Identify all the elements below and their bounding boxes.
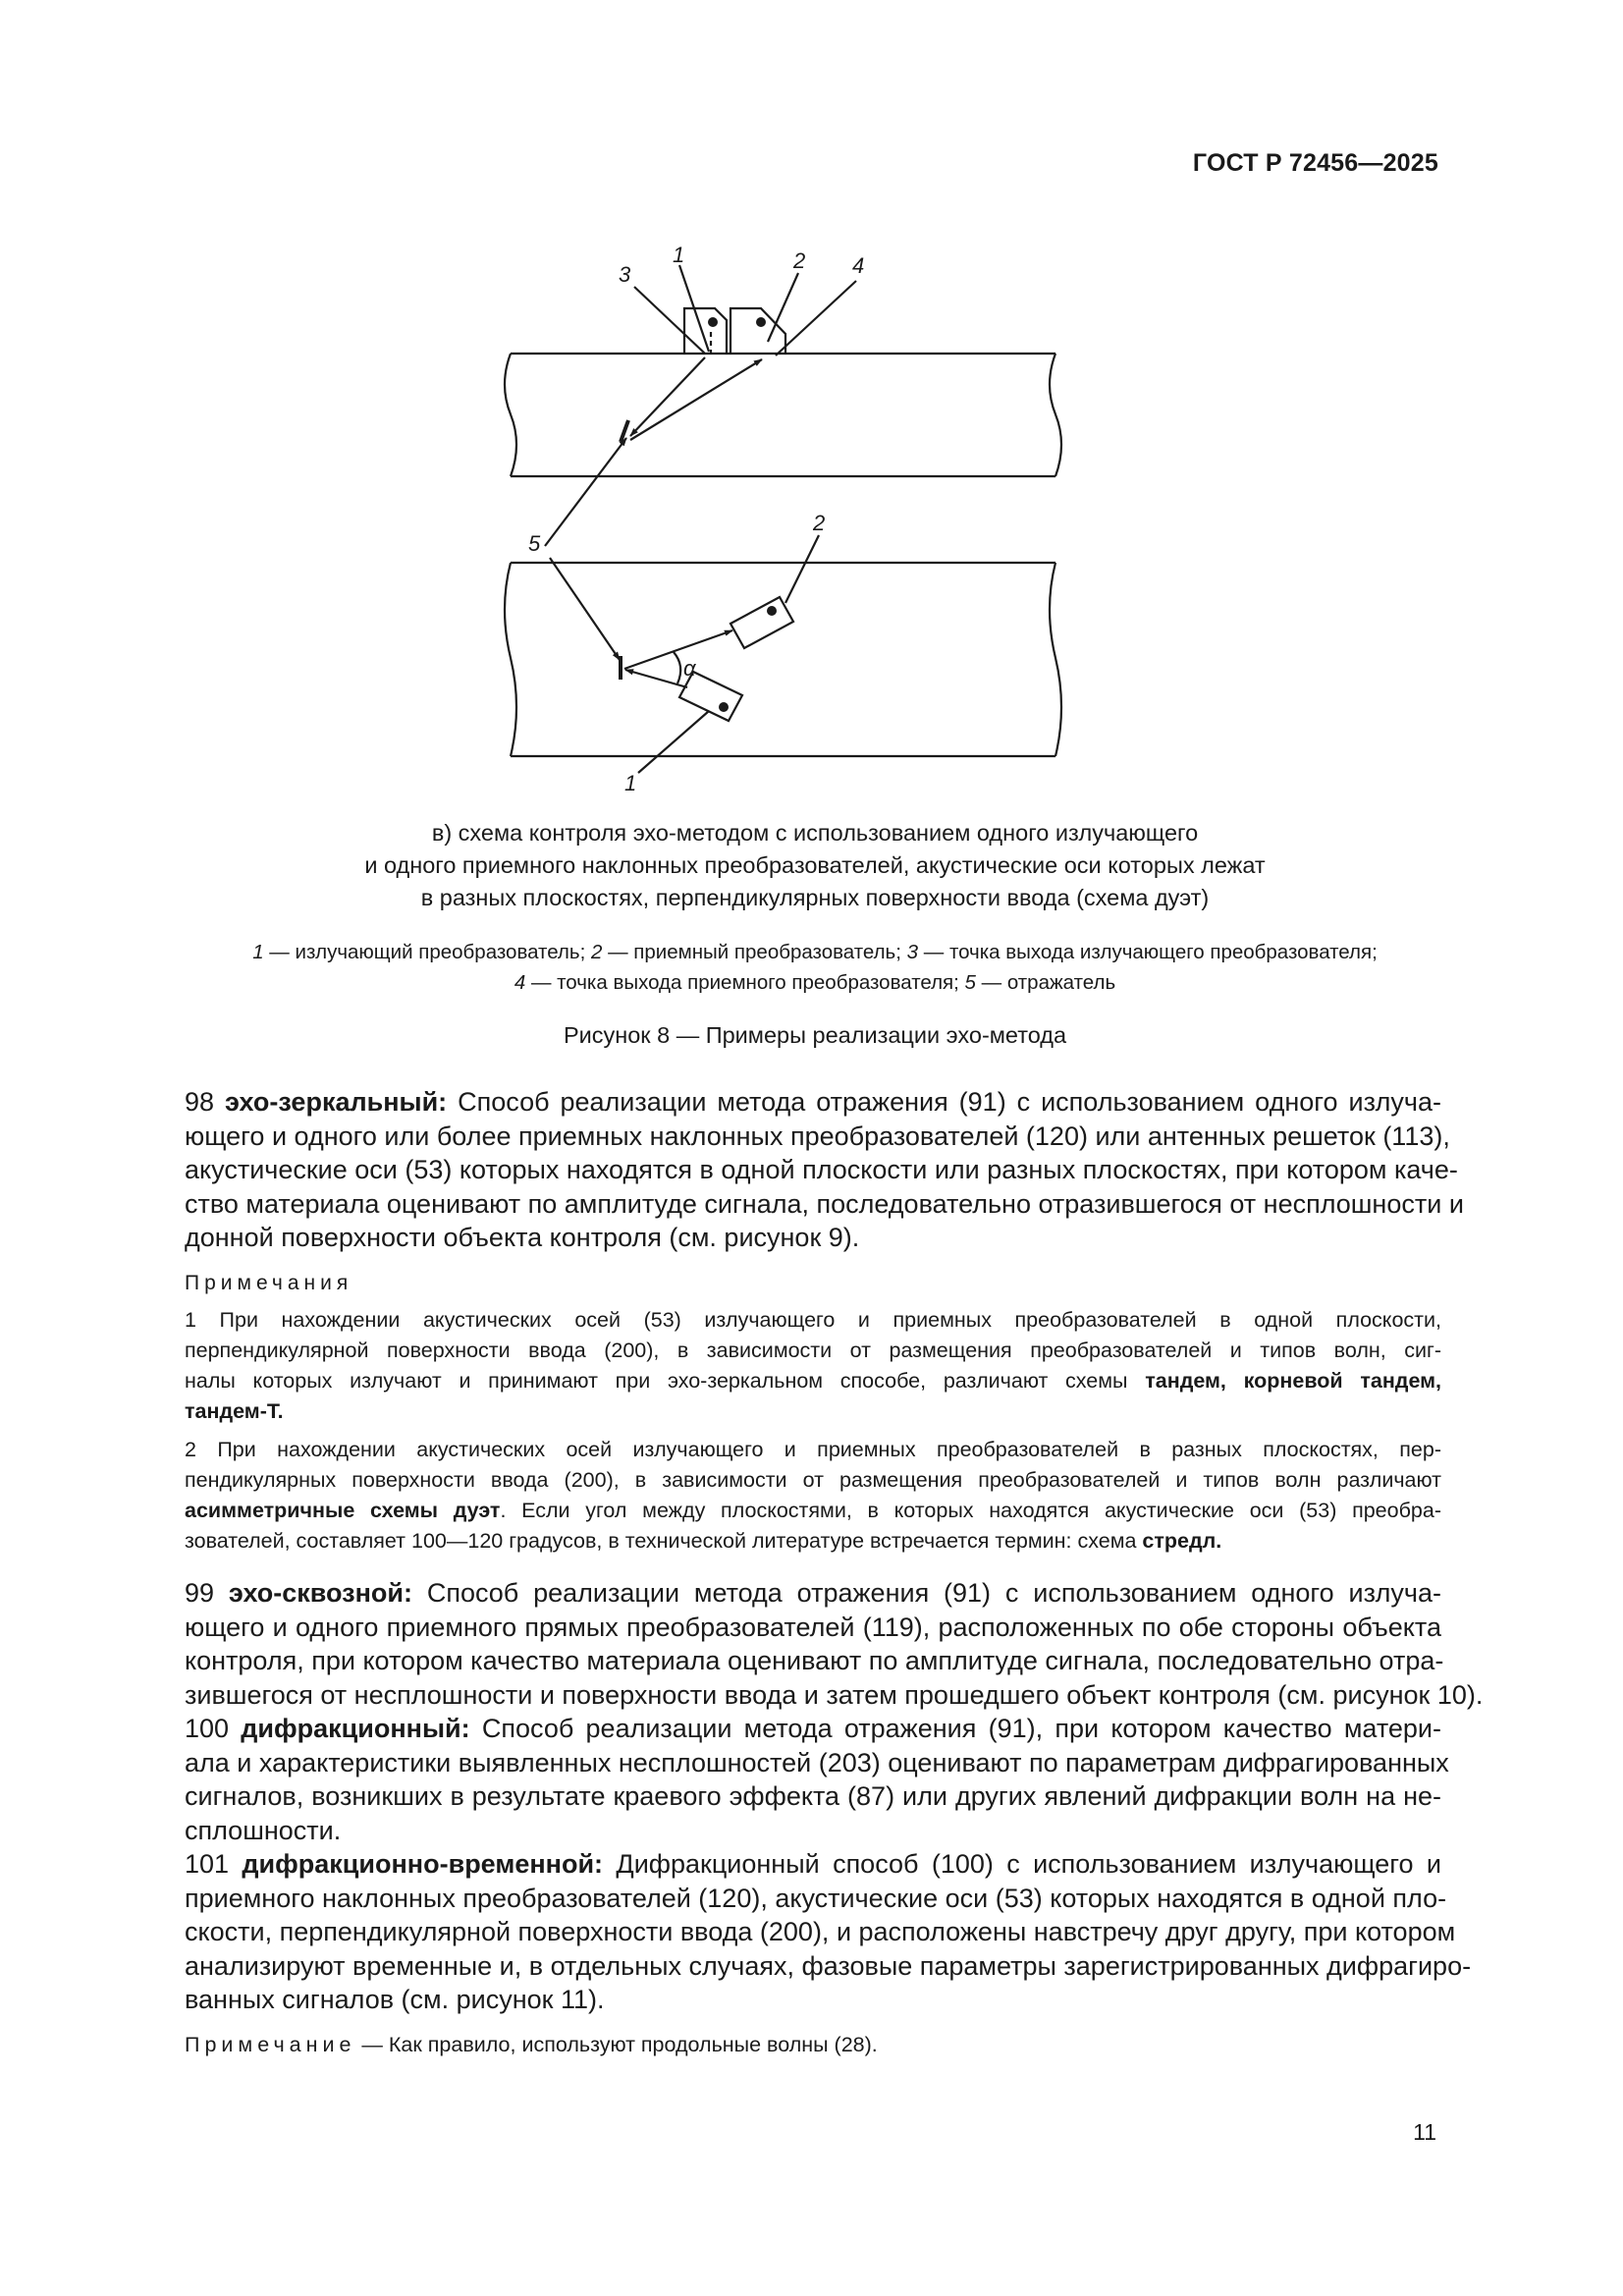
final-note-heading: Примечание xyxy=(185,2033,356,2056)
dot-transducer-1-bottom xyxy=(719,702,729,712)
note-bold: асимметричные схемы дуэт xyxy=(185,1499,501,1522)
note-line xyxy=(185,1496,1441,1526)
leader-3 xyxy=(634,287,705,354)
para-line: сплошности. xyxy=(185,1815,342,1845)
para-line: ющего и одного или более приемных наклонных преобразователей (120) или антенных решеток (113), xyxy=(185,1121,1450,1151)
legend-text: — излучающий преобразователь; xyxy=(263,941,591,963)
para-line: зившегося от несплошности и поверхности ввода и затем прошедшего объект контроля (см. рисунок 10). xyxy=(185,1679,1484,1710)
leader-5-bottom xyxy=(550,558,620,660)
para-line: акустические оси (53) которых находятся в одной плоскости или разных плоскостях, при котором каче- xyxy=(185,1155,1458,1185)
ray-1-top xyxy=(630,357,705,436)
note-line xyxy=(185,1366,1441,1396)
note-bold: стредл. xyxy=(1142,1529,1222,1553)
term-name: дифракционный: xyxy=(241,1714,470,1743)
document-id: ГОСТ Р 72456—2025 xyxy=(1192,149,1438,177)
legend-text: — точка выхода приемного преобразователя; xyxy=(525,971,965,994)
paragraph-98 xyxy=(185,1085,1464,1255)
term-number: 99 xyxy=(185,1578,229,1608)
figure-legend xyxy=(128,937,1502,998)
para-line xyxy=(185,1847,1441,1882)
final-note xyxy=(185,2030,1441,2060)
label-1-top: 1 xyxy=(673,243,685,267)
para-line xyxy=(185,1085,1441,1120)
leader-2-bottom xyxy=(785,535,819,603)
term-number: 98 xyxy=(185,1087,225,1117)
para-line: ство материала оценивают по амплитуде сигнала, последовательно отразившегося от несплошности и xyxy=(185,1188,1464,1219)
term-name: эхо-зеркальный: xyxy=(224,1087,448,1117)
label-2-bottom: 2 xyxy=(813,511,826,535)
paragraph-101 xyxy=(185,1847,1472,2017)
note-bold: тандем, корневой тандем, xyxy=(1145,1369,1442,1393)
note-1 xyxy=(185,1305,1441,1427)
subcaption-line: в) схема контроля эхо-методом с использованием одного излучающего xyxy=(431,820,1199,846)
top-plate-left-break xyxy=(505,354,516,476)
note-text: зователей, составляет 100—120 градусов, в технической литературе встречается термин: схема xyxy=(185,1529,1143,1553)
para-line xyxy=(185,1712,1441,1746)
para-line: ала и характеристики выявленных несплошностей (203) оценивают по параметрам дифрагированных xyxy=(185,1747,1449,1777)
notes-heading: Примечания xyxy=(185,1272,353,1294)
ray-2-top xyxy=(630,359,762,440)
transducer-2-top xyxy=(730,308,785,354)
para-text: Способ реализации метода отражения (91), при котором качество матери- xyxy=(469,1714,1441,1743)
bottom-plate-right-break xyxy=(1050,563,1061,756)
paragraph-100 xyxy=(185,1712,1449,1847)
label-2-top: 2 xyxy=(793,248,806,273)
para-line: скости, перпендикулярной поверхности ввода (200), и расположены навстречу друг другу, при котором xyxy=(185,1917,1456,1947)
angle-arc xyxy=(674,652,680,683)
legend-line xyxy=(128,937,1502,967)
leader-5-top xyxy=(545,438,626,546)
para-text: Дифракционный способ (100) с использованием излучающего и xyxy=(603,1849,1442,1879)
label-alpha: α xyxy=(683,656,696,681)
schematic-svg xyxy=(496,236,1075,805)
note-text: . Если угол между плоскостями, в которых находятся акустические оси (53) преобра- xyxy=(500,1499,1441,1522)
top-plate-right-break xyxy=(1050,354,1061,476)
note-bold: тандем-Т. xyxy=(185,1399,284,1423)
legend-text: — отражатель xyxy=(975,971,1116,994)
label-4: 4 xyxy=(852,253,865,278)
note-line xyxy=(185,1396,1441,1427)
para-line: сигналов, возникших в результате краевого эффекта (87) или других явлений дифракции волн на не- xyxy=(185,1781,1441,1812)
note-line: 2 При нахождении акустических осей излучающего и приемных преобразователей в разных плоскостях, пер- xyxy=(185,1438,1441,1461)
legend-text: — приемный преобразователь; xyxy=(602,941,907,963)
legend-num: 1 xyxy=(252,941,264,963)
leader-1-bottom xyxy=(638,711,709,773)
note-text: налы которых излучают и принимают при эхо-зеркальном способе, различают схемы xyxy=(185,1369,1146,1393)
ray-1-bottom xyxy=(625,670,687,687)
term-name: эхо-сквозной: xyxy=(228,1578,412,1608)
final-note-text: — Как правило, используют продольные волны (28). xyxy=(355,2033,878,2056)
page-number: 11 xyxy=(1413,2119,1436,2145)
label-3: 3 xyxy=(619,262,631,287)
leader-4 xyxy=(776,281,856,355)
legend-line xyxy=(128,967,1502,998)
para-text: Способ реализации метода отражения (91) с использованием одного излуча- xyxy=(412,1578,1441,1608)
legend-text: — точка выхода излучающего преобразователя; xyxy=(918,941,1378,963)
bottom-plate-left-break xyxy=(505,563,516,756)
legend-num: 2 xyxy=(590,941,603,963)
label-1-bottom: 1 xyxy=(624,771,637,795)
subcaption-line: в разных плоскостях, перпендикулярных поверхности ввода (схема дуэт) xyxy=(420,885,1210,910)
note-line xyxy=(185,1526,1441,1557)
note-2 xyxy=(185,1435,1441,1557)
transducer-2-bottom xyxy=(730,597,793,648)
note-line: 1 При нахождении акустических осей (53) излучающего и приемных преобразователей в одной плоскости, xyxy=(185,1308,1441,1332)
para-line: ванных сигналов (см. рисунок 11). xyxy=(185,1985,605,2015)
para-line: ющего и одного приемного прямых преобразователей (119), расположенных по обе стороны объекта xyxy=(185,1612,1441,1642)
para-line: контроля, при котором качество материала оценивают по амплитуде сигнала, последовательно отра- xyxy=(185,1646,1444,1676)
transducer-1-top xyxy=(684,308,727,354)
para-line: приемного наклонных преобразователей (120), акустические оси (53) которых находятся в одной пло- xyxy=(185,1883,1447,1913)
para-line: донной поверхности объекта контроля (см. рисунок 9). xyxy=(185,1223,860,1253)
subcaption-line: и одного приемного наклонных преобразователей, акустические оси которых лежат xyxy=(364,852,1266,878)
para-line xyxy=(185,1576,1441,1611)
ray-2-bottom xyxy=(624,630,732,669)
legend-num: 4 xyxy=(514,971,526,994)
para-text: Способ реализации метода отражения (91) с использованием одного излуча- xyxy=(447,1087,1441,1117)
term-number: 101 xyxy=(185,1849,243,1879)
dot-transducer-1-top xyxy=(708,317,718,327)
label-5: 5 xyxy=(528,531,541,556)
note-line: пендикулярных поверхности ввода (200), в зависимости от размещения преобразователей и типов волн различают xyxy=(185,1468,1441,1492)
note-line: перпендикулярной поверхности ввода (200), в зависимости от размещения преобразователей и типов волн, сиг- xyxy=(185,1339,1441,1362)
legend-num: 5 xyxy=(964,971,976,994)
legend-num: 3 xyxy=(906,941,919,963)
figure-title: Рисунок 8 — Примеры реализации эхо-метода xyxy=(563,1022,1067,1048)
figure-subcaption xyxy=(196,817,1434,914)
paragraph-99 xyxy=(185,1576,1484,1712)
term-number: 100 xyxy=(185,1714,242,1743)
para-line: анализируют временные и, в отдельных случаях, фазовые параметры зарегистрированных дифрагиро- xyxy=(185,1950,1472,1981)
dot-transducer-2-top xyxy=(756,317,766,327)
figure-diagram xyxy=(496,236,1075,805)
dot-transducer-2-bottom xyxy=(767,606,777,616)
term-name: дифракционно-временной: xyxy=(242,1849,604,1879)
